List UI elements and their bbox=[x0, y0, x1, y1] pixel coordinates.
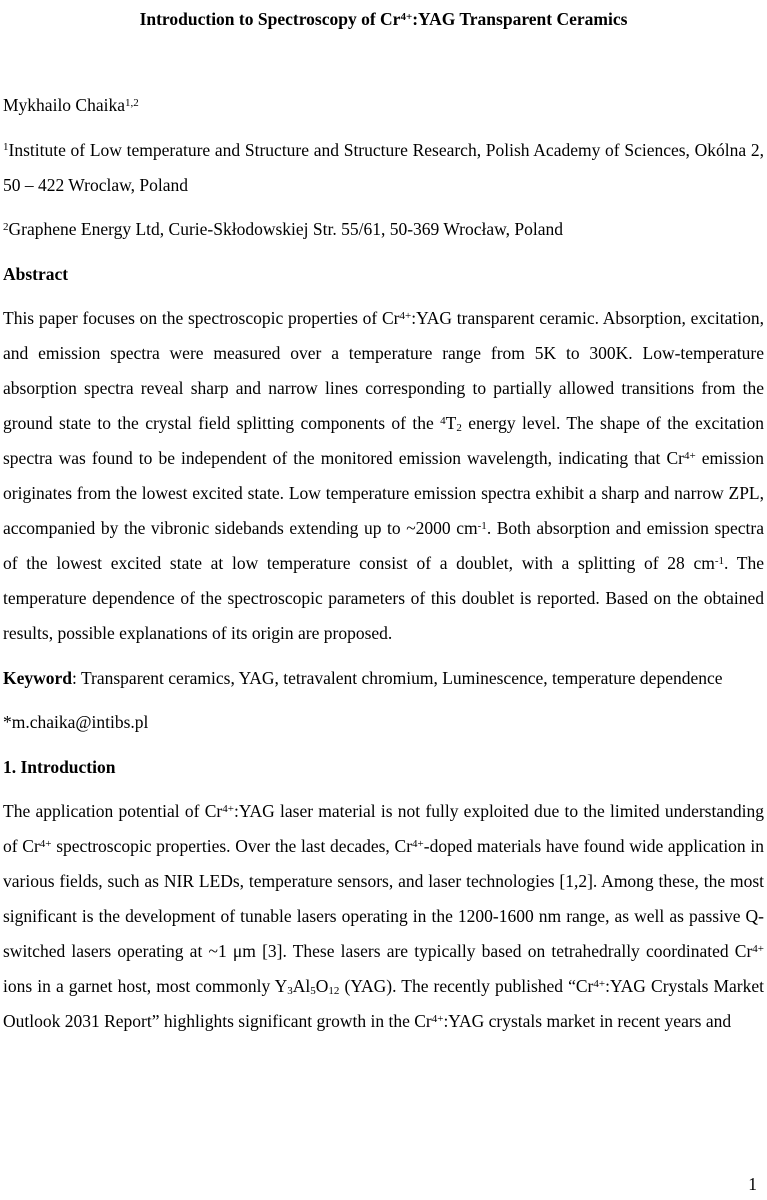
paper-title: Introduction to Spectroscopy of $Cr^{4+}:YAG$ Transparent Ceramics bbox=[139, 9, 628, 29]
section-heading-introduction: 1. Introduction bbox=[3, 756, 116, 777]
page-number: 1 bbox=[748, 1174, 757, 1194]
affiliation-2: $^2$Graphene Energy Ltd, Curie-Skłodowskiej Str. 55/61, 50-369 Wrocław, Poland bbox=[3, 219, 564, 239]
affiliation-1: $^1$Institute of Low temperature and Structure and Structure Research, Polish Academy of Sciences, Okólna 2, 50 – 422 Wroclaw, Poland bbox=[3, 139, 764, 195]
contact-email: *m.chaika@intibs.pl bbox=[3, 712, 149, 732]
abstract-paragraph: This paper focuses on the spectroscopic properties of $Cr^{4+}:YAG$ transparent ceramic. Absorption, excitation, and emission spectra were measured over a temperature range from 5K to 300K. Low-temperature absorption spectra reveal sharp and narrow lines corresponding to partially allowed transitions from the ground state to the crystal field splitting components of the $^4T_2$ energy level. The shape of the excitation spectra was found to be independent of the monitored emission wavelength, indicating that $Cr^{4+}$ emission originates from the lowest excited state. Low temperature emission spectra exhibit a sharp and narrow ZPL, accompanied by the vibronic sidebands extending up to ~2000 $cm^{-1}$. Both absorption and emission spectra of the lowest excited state at low temperature consist of a doublet, with a splitting of 28 $cm^{-1}$. The temperature dependence of the spectroscopic parameters of this doublet is reported. Based on the obtained results, possible explanations of its origin are proposed. bbox=[3, 308, 765, 643]
author-line: Mykhailo Chaika$^{1,2}$ bbox=[3, 95, 139, 115]
introduction-paragraph: The application potential of $Cr^{4+}:YAG$ laser material is not fully exploited due to the limited understanding of $Cr^{4+}$ spectroscopic properties. Over the last decades, $Cr^{4+}$-doped materials have found wide application in various fields, such as NIR LEDs, temperature sensors, and laser technologies [1,2]. Among these, the most significant is the development of tunable lasers operating in the 1200-1600 nm range, as well as passive Q-switched lasers operating at ~1 μm [3]. These lasers are typically based on tetrahedrally coordinated $Cr^{4+}$ ions in a garnet host, most commonly $Y_3Al_5O_{12}$ (YAG). The recently published “$Cr^{4+}:YAG$ Crystals Market Outlook 2031 Report” highlights significant growth in the $Cr^{4+}:YAG$ crystals market in recent years and bbox=[3, 801, 765, 1031]
keywords-line: Keyword: Transparent ceramics, YAG, tetravalent chromium, Luminescence, temperature dependence bbox=[3, 667, 723, 688]
abstract-heading: Abstract bbox=[3, 263, 69, 284]
